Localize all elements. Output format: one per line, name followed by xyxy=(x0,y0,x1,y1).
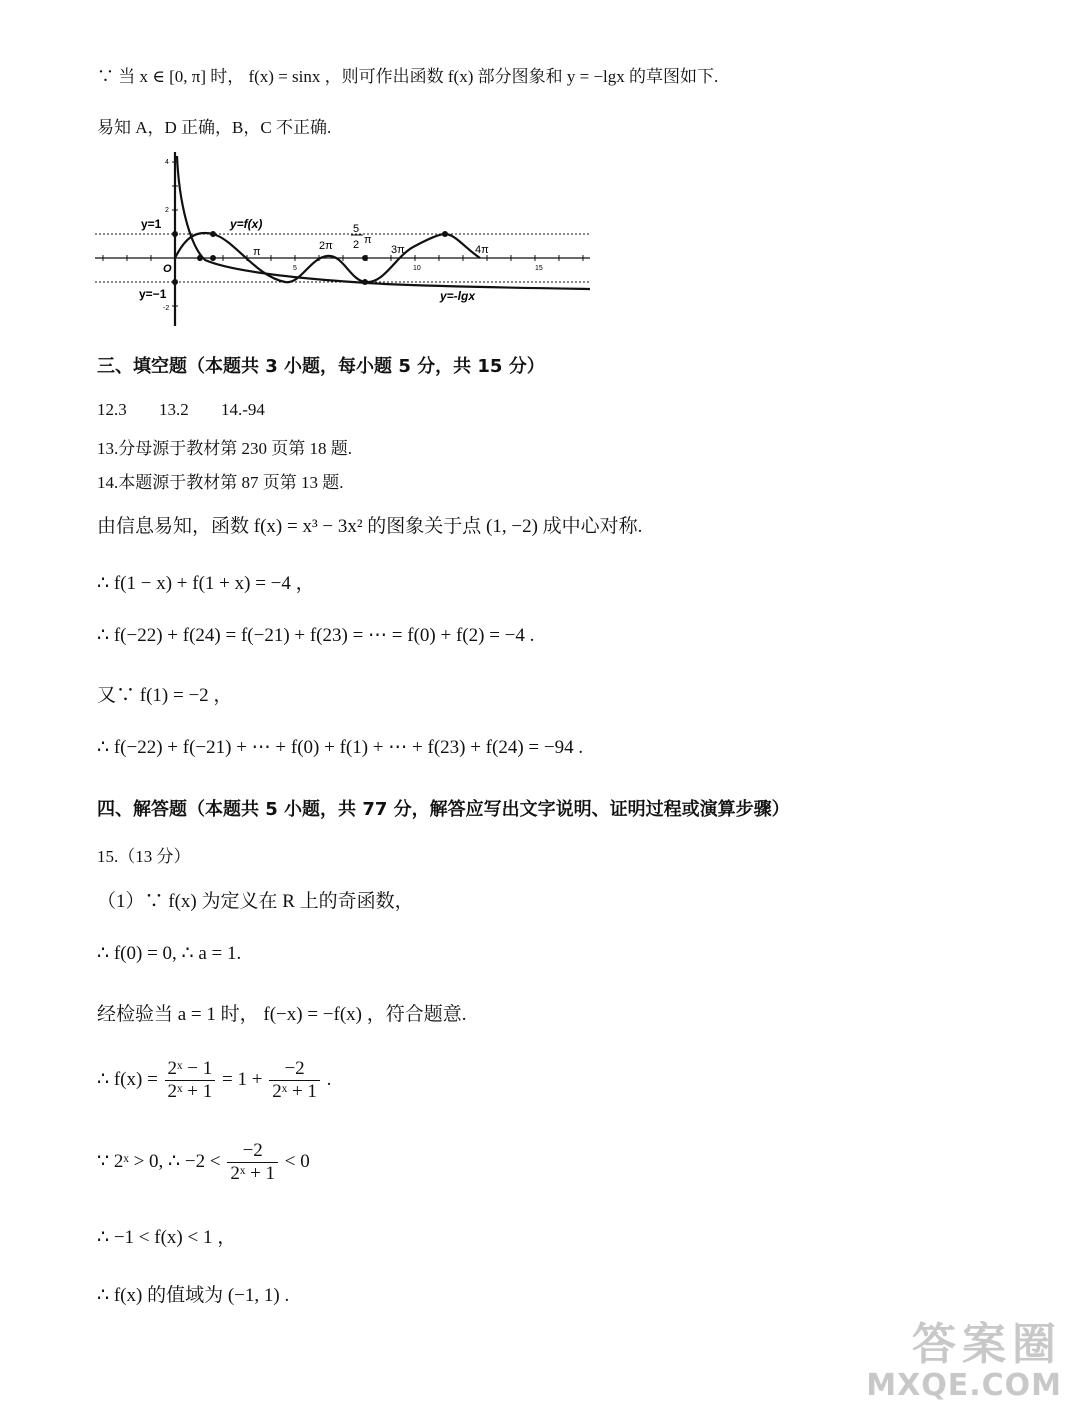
fraction-1 xyxy=(165,1058,216,1103)
label-ym1: y=−1 xyxy=(139,287,167,301)
label-five: 5 xyxy=(353,223,360,235)
tick-label-4: 4 xyxy=(165,159,169,166)
solution-line-6: ∴ −1 < f(x) < 1 ， xyxy=(97,1227,237,1248)
tick-label-15: 15 xyxy=(535,265,543,272)
label-3pi: 3π xyxy=(391,244,405,256)
ineq-suffix: < 0 xyxy=(284,1150,310,1172)
equation-line-1: ∴ f(1 − x) + f(1 + x) = −4 ， xyxy=(97,573,315,594)
fraction-1-numerator: 2ˣ − 1 xyxy=(165,1058,216,1081)
function-graph xyxy=(95,148,595,328)
fraction-3-numerator: −2 xyxy=(227,1140,278,1163)
note-13: 13.分母源于教材第 230 页第 18 题. xyxy=(97,439,352,458)
label-lgx: y=-lgx xyxy=(440,289,476,303)
solution-line-2: ∴ f(0) = 0, ∴ a = 1. xyxy=(97,943,242,964)
label-pi-small: π xyxy=(364,234,372,246)
equation-line-3: 又∵ f(1) = −2 ， xyxy=(97,685,233,706)
fraction-2-numerator: −2 xyxy=(269,1058,320,1081)
fraction-2 xyxy=(269,1058,320,1103)
fx-prefix: ∴ f(x) = xyxy=(97,1068,158,1090)
tick-label-2: 2 xyxy=(165,207,169,214)
equation-line-4: ∴ f(−22) + f(−21) + ⋯ + f(0) + f(1) + ⋯ + f(23) + f(24) = −94 . xyxy=(97,737,584,758)
solution-line-4 xyxy=(97,1058,331,1103)
solution-line-5 xyxy=(97,1140,310,1185)
tick-label-10: 10 xyxy=(413,265,421,272)
watermark-logo xyxy=(866,1321,1062,1403)
ineq-prefix: ∵ 2ˣ > 0, ∴ −2 < xyxy=(97,1150,221,1172)
fx-mid: = 1 + xyxy=(222,1068,263,1090)
fraction-1-denominator: 2ˣ + 1 xyxy=(167,1081,213,1102)
section-heading-fill-blank: 三、填空题（本题共 3 小题，每小题 5 分，共 15 分） xyxy=(97,356,545,377)
label-y1: y=1 xyxy=(141,217,162,231)
question-15-label: 15.（13 分） xyxy=(97,847,191,866)
text-line-conclusion: 易知 A，D 正确，B，C 不正确. xyxy=(97,118,332,137)
section-heading-solutions: 四、解答题（本题共 5 小题，共 77 分，解答应写出文字说明、证明过程或演算步骤） xyxy=(97,799,790,820)
text-line-intro: ∵ 当 x ∈ [0, π] 时， f(x) = sinx ，则可作出函数 f(x) 部分图象和 y = −lgx 的草图如下. xyxy=(97,67,719,86)
watermark-line-2: MXQE.COM xyxy=(866,1368,1062,1403)
fraction-3-denominator: 2ˣ + 1 xyxy=(230,1163,276,1184)
label-2pi: 2π xyxy=(319,240,333,252)
fraction-2-denominator: 2ˣ + 1 xyxy=(272,1081,317,1102)
solution-line-7: ∴ f(x) 的值域为 (−1, 1) . xyxy=(97,1285,290,1306)
answer-13: 13.2 xyxy=(159,400,189,419)
label-4pi: 4π xyxy=(475,244,489,256)
label-origin: O xyxy=(163,263,172,275)
equation-line-2: ∴ f(−22) + f(24) = f(−21) + f(23) = ⋯ = f(0) + f(2) = −4 . xyxy=(97,625,535,646)
solution-line-3: 经检验当 a = 1 时， f(−x) = −f(x) ，符合题意. xyxy=(97,1004,467,1025)
watermark-line-1: 答案圈 xyxy=(912,1319,1062,1370)
solution-line-1: （1）∵ f(x) 为定义在 R 上的奇函数， xyxy=(97,891,414,912)
answer-12: 12.3 xyxy=(97,400,127,419)
text-line-symmetry: 由信息易知，函数 f(x) = x³ − 3x² 的图象关于点 (1, −2) 成中心对称. xyxy=(97,516,643,537)
fraction-3 xyxy=(227,1140,278,1185)
label-pi: π xyxy=(253,246,261,258)
label-fx: y=f(x) xyxy=(230,217,263,231)
tick-label-minus2: -2 xyxy=(163,305,170,312)
answer-14: 14.-94 xyxy=(221,400,265,419)
tick-label-5: 5 xyxy=(293,265,297,272)
label-two: 2 xyxy=(353,239,360,251)
answers-row xyxy=(97,400,265,420)
note-14: 14.本题源于教材第 87 页第 13 题. xyxy=(97,473,344,492)
fx-end: . xyxy=(326,1068,332,1090)
